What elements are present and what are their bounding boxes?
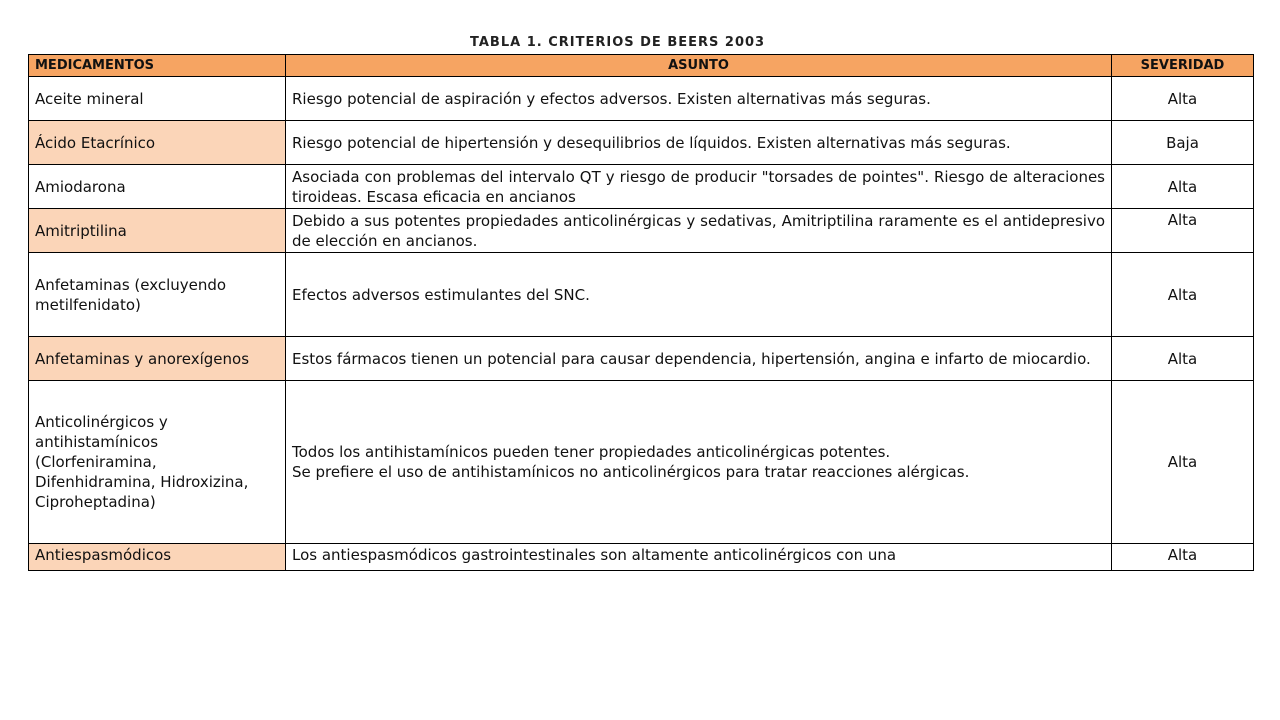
issue-cell: Asociada con problemas del intervalo QT y riesgo de producir "torsades de pointes". Riesgo de alteraciones tiroideas. Escasa eficacia en ancianos bbox=[286, 165, 1112, 209]
header-severidad: SEVERIDAD bbox=[1112, 55, 1254, 77]
medication-cell: Amitriptilina bbox=[29, 209, 286, 253]
table-caption bbox=[470, 35, 766, 50]
severity-cell: Alta bbox=[1112, 337, 1254, 381]
medication-cell: Anfetaminas y anorexígenos bbox=[29, 337, 286, 381]
table-header-row bbox=[29, 55, 1254, 77]
medication-cell: Anfetaminas (excluyendo metilfenidato) bbox=[29, 253, 286, 337]
table-row bbox=[29, 544, 1254, 571]
table-row bbox=[29, 77, 1254, 121]
severity-cell: Alta bbox=[1112, 77, 1254, 121]
issue-cell bbox=[286, 381, 1112, 544]
table-caption-text: TABLA 1. CRITERIOS DE BEERS 2003 bbox=[470, 35, 766, 50]
issue-cell: Riesgo potencial de hipertensión y desequilibrios de líquidos. Existen alternativas más seguras. bbox=[286, 121, 1112, 165]
severity-cell: Baja bbox=[1112, 121, 1254, 165]
table-row bbox=[29, 253, 1254, 337]
header-medicamentos: MEDICAMENTOS bbox=[29, 55, 286, 77]
medication-cell: Aceite mineral bbox=[29, 77, 286, 121]
issue-cell: Estos fármacos tienen un potencial para causar dependencia, hipertensión, angina e infarto de miocardio. bbox=[286, 337, 1112, 381]
table-row bbox=[29, 165, 1254, 209]
issue-cell: Efectos adversos estimulantes del SNC. bbox=[286, 253, 1112, 337]
medication-cell: Amiodarona bbox=[29, 165, 286, 209]
issue-line: Todos los antihistamínicos pueden tener propiedades anticolinérgicas potentes. bbox=[292, 443, 891, 461]
severity-cell: Alta bbox=[1112, 209, 1254, 253]
table-row bbox=[29, 209, 1254, 253]
medication-cell: Antiespasmódicos bbox=[29, 544, 286, 571]
issue-cell: Los antiespasmódicos gastrointestinales son altamente anticolinérgicos con una bbox=[286, 544, 1112, 571]
medication-cell: Anticolinérgicos y antihistamínicos (Clorfeniramina, Difenhidramina, Hidroxizina, Ciproheptadina) bbox=[29, 381, 286, 544]
table-row bbox=[29, 381, 1254, 544]
severity-cell: Alta bbox=[1112, 165, 1254, 209]
beers-criteria-table bbox=[28, 54, 1254, 571]
severity-cell: Alta bbox=[1112, 544, 1254, 571]
issue-cell: Debido a sus potentes propiedades anticolinérgicas y sedativas, Amitriptilina raramente es el antidepresivo de elección en ancianos. bbox=[286, 209, 1112, 253]
header-asunto: ASUNTO bbox=[286, 55, 1112, 77]
medication-cell: Ácido Etacrínico bbox=[29, 121, 286, 165]
table-row bbox=[29, 121, 1254, 165]
table-row bbox=[29, 337, 1254, 381]
issue-line: Se prefiere el uso de antihistamínicos no anticolinérgicos para tratar reacciones alérgicas. bbox=[292, 463, 970, 481]
severity-cell: Alta bbox=[1112, 253, 1254, 337]
issue-cell: Riesgo potencial de aspiración y efectos adversos. Existen alternativas más seguras. bbox=[286, 77, 1112, 121]
severity-cell: Alta bbox=[1112, 381, 1254, 544]
